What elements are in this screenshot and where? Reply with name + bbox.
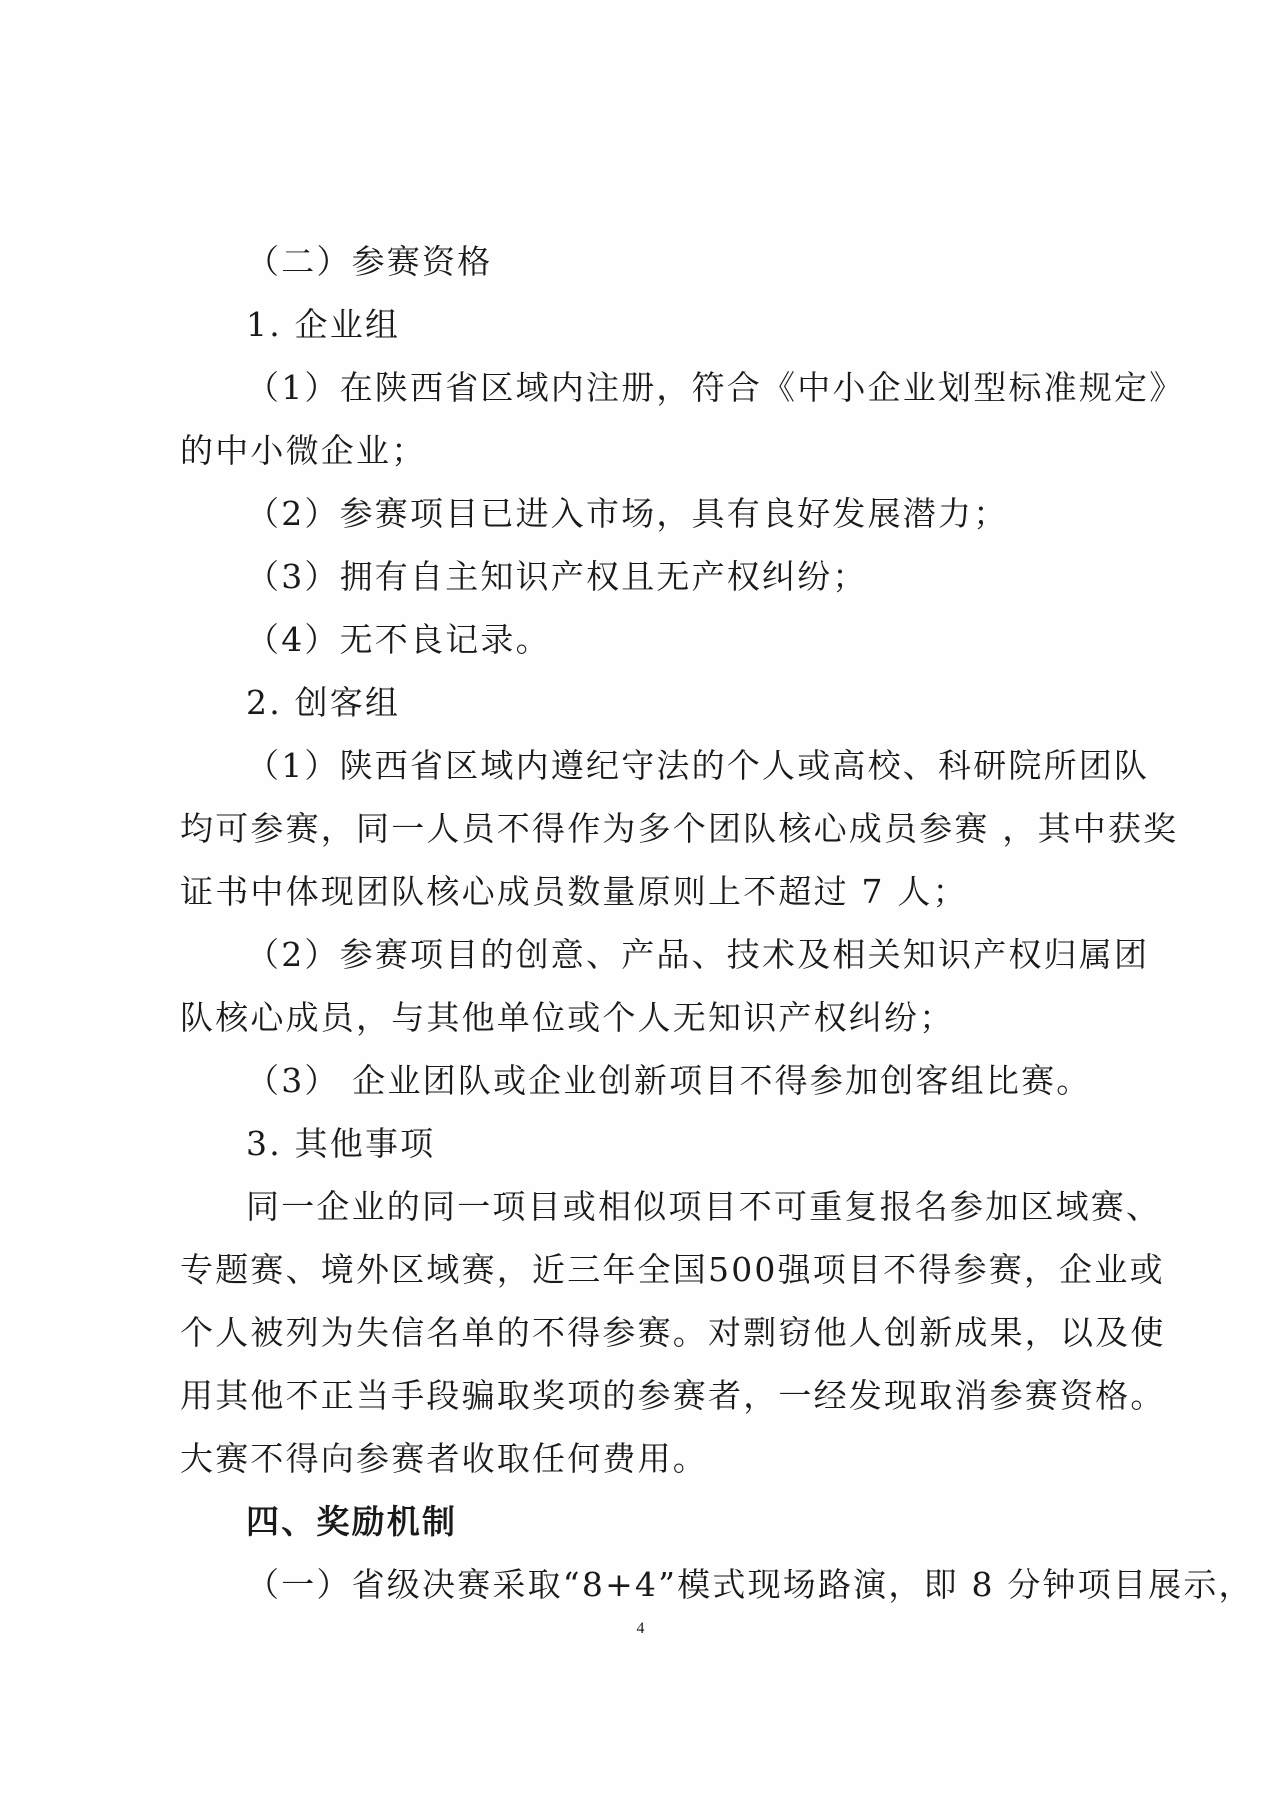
paragraph-line: 队核心成员，与其他单位或个人无知识产权纠纷；: [180, 998, 955, 1037]
paragraph-line: （3）拥有自主知识产权且无产权纠纷；: [246, 557, 868, 596]
paragraph-line: 证书中体现团队核心成员数量原则上不超过 7 人；: [180, 872, 968, 911]
paragraph-line: （一）省级决赛采取“8+4”模式现场路演，即 8 分钟项目展示，: [246, 1565, 1254, 1604]
paragraph-line: 均可参赛，同一人员不得作为多个团队核心成员参赛 ，其中获奖: [180, 809, 1179, 848]
paragraph-line: （4）无不良记录。: [246, 620, 551, 659]
paragraph-line: 的中小微企业；: [180, 431, 427, 470]
page-number: 4: [636, 1620, 645, 1637]
paragraph-line: （2）参赛项目的创意、产品、技术及相关知识产权归属团: [246, 935, 1150, 974]
paragraph-line: （1）在陕西省区域内注册，符合《中小企业划型标准规定》: [246, 368, 1185, 407]
paragraph-line: 大赛不得向参赛者收取任何费用。: [180, 1439, 708, 1478]
paragraph-line: 同一企业的同一项目或相似项目不可重复报名参加区域赛、: [246, 1187, 1162, 1226]
subheading-maker-group: 2. 创客组: [246, 683, 401, 722]
paragraph-line: （1）陕西省区域内遵纪守法的个人或高校、科研院所团队: [246, 746, 1150, 785]
paragraph-line: 专题赛、境外区域赛，近三年全国500强项目不得参赛，企业或: [180, 1250, 1165, 1289]
paragraph-line: 用其他不正当手段骗取奖项的参赛者，一经发现取消参赛资格。: [180, 1376, 1166, 1415]
section-heading-eligibility: （二）参赛资格: [246, 242, 493, 281]
paragraph-line: （3） 企业团队或企业创新项目不得参加创客组比赛。: [246, 1061, 1092, 1100]
document-body: [180, 230, 1254, 1616]
subheading-other-matters: 3. 其他事项: [246, 1124, 436, 1163]
subheading-enterprise-group: 1. 企业组: [246, 305, 401, 344]
paragraph-line: （2）参赛项目已进入市场，具有良好发展潜力；: [246, 494, 1009, 533]
paragraph-line: 个人被列为失信名单的不得参赛。对剽窃他人创新成果，以及使: [180, 1313, 1166, 1352]
section-heading-rewards: 四、奖励机制: [246, 1502, 458, 1541]
